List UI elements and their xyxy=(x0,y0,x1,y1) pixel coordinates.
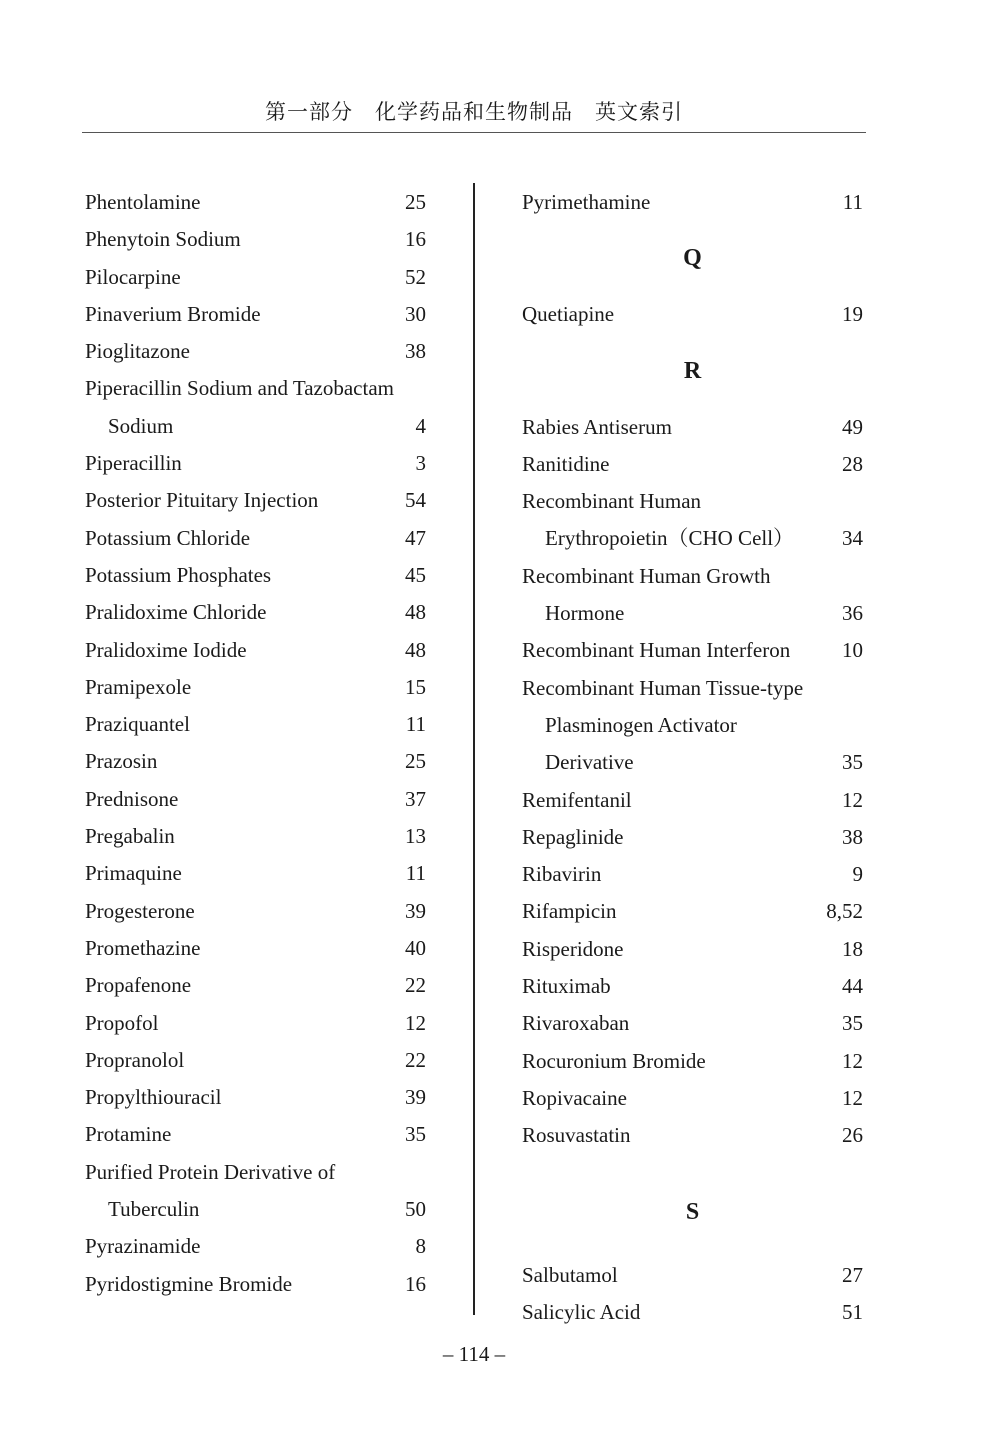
entry-page: 15 xyxy=(405,674,426,699)
entry-page: 13 xyxy=(405,824,426,849)
entry-name: Potassium Phosphates xyxy=(85,562,272,587)
entry-page: 16 xyxy=(405,227,426,252)
entry-page: 34 xyxy=(842,526,863,551)
entry-page: 10 xyxy=(842,638,863,663)
index-entry xyxy=(85,520,426,557)
entry-name: Pyridostigmine Bromide xyxy=(85,1271,293,1296)
entry-name: Ranitidine xyxy=(522,451,610,476)
index-entry xyxy=(85,482,426,519)
index-entry-continuation xyxy=(522,744,863,781)
entry-page: 28 xyxy=(842,451,863,476)
index-entry xyxy=(522,819,863,856)
index-entry-continuation xyxy=(85,408,426,445)
entry-page: 38 xyxy=(842,824,863,849)
entry-page: 3 xyxy=(415,451,426,476)
entry-page: 37 xyxy=(405,786,426,811)
index-entry xyxy=(85,1154,426,1191)
index-entry xyxy=(522,1005,863,1042)
index-entry xyxy=(522,931,863,968)
section-letter-q: Q xyxy=(683,245,702,272)
index-column-right xyxy=(522,184,863,1331)
index-entry xyxy=(522,446,863,483)
index-entry xyxy=(522,670,863,707)
entry-name: Recombinant Human xyxy=(522,489,702,514)
entry-name: Pregabalin xyxy=(85,824,175,849)
entry-name: Promethazine xyxy=(85,935,201,960)
index-entry xyxy=(85,221,426,258)
index-entry xyxy=(522,1043,863,1080)
entry-name: Pyrimethamine xyxy=(522,190,651,214)
index-entry xyxy=(522,968,863,1005)
entry-page: 18 xyxy=(842,936,863,961)
index-entry xyxy=(85,1079,426,1116)
index-entry xyxy=(85,1266,426,1303)
entry-page: 27 xyxy=(842,1262,863,1287)
entry-name: Quetiapine xyxy=(522,302,615,327)
entry-name: Protamine xyxy=(85,1122,172,1147)
entry-name: Prednisone xyxy=(85,786,179,811)
entry-page: 45 xyxy=(405,562,426,587)
entry-page: 4 xyxy=(415,413,426,438)
entry-name: Recombinant Human Growth xyxy=(522,563,771,588)
index-entry xyxy=(85,1005,426,1042)
entry-name: Propafenone xyxy=(85,973,192,998)
entry-name: Hormone xyxy=(545,601,625,626)
entry-page: 26 xyxy=(842,1123,863,1148)
entry-page: 35 xyxy=(842,750,863,775)
entry-page: 48 xyxy=(405,600,426,625)
entry-page: 39 xyxy=(405,898,426,923)
index-entry xyxy=(522,1294,863,1331)
entry-name: Pilocarpine xyxy=(85,264,181,289)
entry-name: Piperacillin xyxy=(85,451,182,476)
entry-name: Phenytoin Sodium xyxy=(85,227,241,252)
index-column-left xyxy=(85,184,426,1303)
entry-page: 50 xyxy=(405,1197,426,1222)
entry-page: 25 xyxy=(405,190,426,214)
entry-page: 35 xyxy=(842,1011,863,1036)
index-entry xyxy=(85,445,426,482)
index-entry xyxy=(522,558,863,595)
index-entry xyxy=(85,781,426,818)
entry-name: Salbutamol xyxy=(522,1262,618,1287)
entry-page: 25 xyxy=(405,749,426,774)
index-entry xyxy=(85,1228,426,1265)
entry-name: Ropivacaine xyxy=(522,1085,627,1110)
header-rule xyxy=(82,132,866,133)
entry-name: Potassium Chloride xyxy=(85,525,251,550)
entry-name: Prazosin xyxy=(85,749,158,774)
entry-name: Plasminogen Activator xyxy=(545,712,737,737)
index-entry xyxy=(85,1116,426,1153)
entry-page: 9 xyxy=(852,862,863,887)
entry-name: Propylthiouracil xyxy=(85,1085,222,1110)
index-entry xyxy=(85,743,426,780)
entry-name: Progesterone xyxy=(85,898,195,923)
index-entry xyxy=(85,296,426,333)
index-entry xyxy=(85,706,426,743)
index-entry xyxy=(522,893,863,930)
entry-page: 51 xyxy=(842,1299,863,1324)
entry-name: Derivative xyxy=(545,750,634,775)
entry-page: 39 xyxy=(405,1085,426,1110)
entry-name: Rabies Antiserum xyxy=(522,414,672,439)
index-entry xyxy=(85,1042,426,1079)
entry-name: Primaquine xyxy=(85,861,182,886)
index-entry xyxy=(522,1080,863,1117)
entry-name: Phentolamine xyxy=(85,190,201,214)
entry-name: Sodium xyxy=(108,413,174,438)
entry-name: Pralidoxime Iodide xyxy=(85,637,247,662)
index-entry xyxy=(522,483,863,520)
index-entry xyxy=(85,855,426,892)
index-entry-continuation xyxy=(522,595,863,632)
entry-name: Propranolol xyxy=(85,1047,185,1072)
index-entry xyxy=(85,967,426,1004)
entry-name: Posterior Pituitary Injection xyxy=(85,488,319,513)
entry-name: Salicylic Acid xyxy=(522,1299,641,1324)
entry-name: Rifampicin xyxy=(522,899,617,924)
entry-name: Risperidone xyxy=(522,936,624,961)
entry-name: Recombinant Human Tissue-type xyxy=(522,675,804,700)
index-entry xyxy=(85,632,426,669)
index-entry-continuation xyxy=(522,707,863,744)
entry-name: Purified Protein Derivative of xyxy=(85,1159,336,1184)
entry-name: Erythropoietin（CHO Cell） xyxy=(545,526,795,551)
page-number: – 114 – xyxy=(442,1342,506,1366)
entry-name: Rituximab xyxy=(522,974,611,999)
index-entry xyxy=(85,818,426,855)
entry-name: Ribavirin xyxy=(522,862,602,887)
section-letter-s: S xyxy=(685,1198,700,1225)
entry-name: Rocuronium Bromide xyxy=(522,1048,706,1073)
entry-page: 19 xyxy=(842,302,863,327)
entry-page: 22 xyxy=(405,973,426,998)
column-divider xyxy=(473,183,475,1315)
index-entry xyxy=(522,1117,863,1154)
entry-page: 11 xyxy=(405,712,426,737)
index-entry xyxy=(85,370,426,407)
index-entry xyxy=(522,782,863,819)
entry-name: Pramipexole xyxy=(85,674,192,699)
entry-page: 40 xyxy=(405,935,426,960)
entry-name: Propofol xyxy=(85,1010,159,1035)
entry-page: 8,52 xyxy=(826,899,863,924)
entry-page: 52 xyxy=(405,264,426,289)
entry-page: 38 xyxy=(405,339,426,364)
entry-name: Pinaverium Bromide xyxy=(85,301,261,326)
entry-page: 36 xyxy=(842,601,863,626)
entry-page: 30 xyxy=(405,301,426,326)
section-letter-r: R xyxy=(683,357,702,384)
index-entry xyxy=(522,296,863,333)
entry-page: 54 xyxy=(405,488,426,513)
entry-name: Repaglinide xyxy=(522,824,624,849)
entry-page: 49 xyxy=(842,414,863,439)
entry-page: 35 xyxy=(405,1122,426,1147)
index-entry xyxy=(85,557,426,594)
entry-page: 48 xyxy=(405,637,426,662)
index-entry xyxy=(85,930,426,967)
index-entry-continuation xyxy=(522,520,863,557)
index-entry xyxy=(85,594,426,631)
entry-name: Piperacillin Sodium and Tazobactam xyxy=(85,376,394,401)
index-entry xyxy=(85,259,426,296)
entry-page: 47 xyxy=(405,525,426,550)
entry-name: Pralidoxime Chloride xyxy=(85,600,267,625)
entry-page: 44 xyxy=(842,974,863,999)
entry-name: Praziquantel xyxy=(85,712,190,737)
entry-page: 12 xyxy=(842,787,863,812)
index-entry xyxy=(85,893,426,930)
entry-name: Pioglitazone xyxy=(85,339,190,364)
entry-page: 12 xyxy=(842,1048,863,1073)
index-entry xyxy=(85,184,426,221)
entry-page: 12 xyxy=(842,1085,863,1110)
index-entry xyxy=(522,856,863,893)
index-entry-continuation xyxy=(85,1191,426,1228)
entry-name: Remifentanil xyxy=(522,787,632,812)
entry-page: 16 xyxy=(405,1271,426,1296)
index-entry xyxy=(85,669,426,706)
entry-page: 11 xyxy=(405,861,426,886)
entry-page: 11 xyxy=(842,190,863,214)
entry-name: Rivaroxaban xyxy=(522,1011,630,1036)
entry-page: 22 xyxy=(405,1047,426,1072)
entry-name: Rosuvastatin xyxy=(522,1123,631,1148)
index-entry xyxy=(522,184,863,221)
page-header-title: 第一部分 化学药品和生物制品 英文索引 xyxy=(265,100,683,124)
index-entry xyxy=(85,333,426,370)
index-entry xyxy=(522,632,863,669)
index-entry xyxy=(522,409,863,446)
entry-name: Pyrazinamide xyxy=(85,1234,201,1259)
entry-page: 8 xyxy=(415,1234,426,1259)
entry-page: 12 xyxy=(405,1010,426,1035)
index-entry xyxy=(522,1257,863,1294)
entry-name: Recombinant Human Interferon xyxy=(522,638,791,663)
entry-name: Tuberculin xyxy=(108,1197,200,1222)
